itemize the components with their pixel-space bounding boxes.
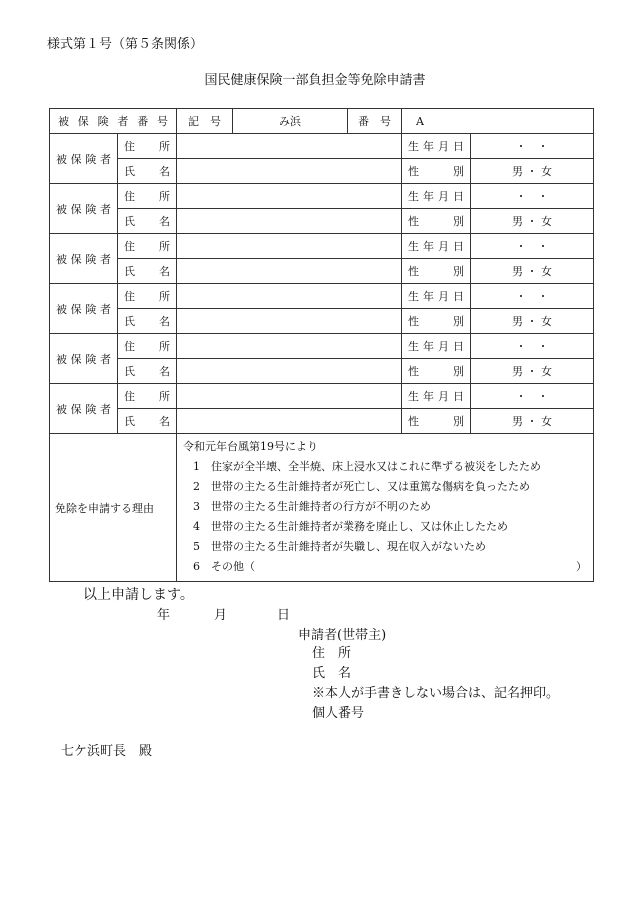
insured-label-cell [50, 184, 118, 234]
address-field[interactable] [177, 384, 402, 409]
date-day: 日 [277, 608, 291, 623]
bango-value[interactable]: A [402, 109, 594, 134]
sex-label: 性 別 [408, 415, 464, 428]
insured-label-cell [50, 284, 118, 334]
address-label-cell [118, 184, 177, 209]
insured-address-row [50, 284, 594, 309]
insured-name-row [50, 159, 594, 184]
insured-address-row [50, 334, 594, 359]
reason-item[interactable]: 5 世帯の主たる生計維持者が失職し、現在収入がないため [193, 540, 486, 553]
reason-item[interactable]: 3 世帯の主たる生計維持者の行方が不明のため [193, 500, 431, 513]
address-label: 住 所 [124, 340, 170, 353]
insured-label: 被保険者 [56, 402, 111, 416]
address-field[interactable] [177, 134, 402, 159]
reason-other[interactable] [193, 557, 587, 577]
sex-label: 性 別 [408, 365, 464, 378]
name-label: 氏 名 [124, 315, 170, 328]
address-field[interactable] [177, 334, 402, 359]
name-field[interactable] [177, 359, 402, 384]
form-number: 様式第１号（第５条関係） [47, 37, 204, 52]
date-year: 年 [157, 608, 171, 623]
birth-label: 生年月日 [408, 190, 464, 203]
insured-name-row [50, 409, 594, 434]
reason-row [50, 434, 594, 582]
reason-item[interactable]: 1 住家が全半壊、全半焼、床上浸水又はこれに準ずる被災をしたため [193, 460, 541, 473]
insured-name-row [50, 359, 594, 384]
insurance-number-label: 被保険者番号 [58, 115, 168, 128]
insured-label-cell [50, 334, 118, 384]
insured-label: 被保険者 [56, 302, 111, 316]
insured-name-row [50, 259, 594, 284]
name-label: 氏 名 [124, 265, 170, 278]
sex-value[interactable]: 男 ・ 女 [471, 309, 594, 334]
sex-value[interactable]: 男 ・ 女 [471, 409, 594, 434]
birth-label-cell [402, 234, 471, 259]
name-field[interactable] [177, 159, 402, 184]
name-field[interactable] [177, 209, 402, 234]
reason-list [177, 434, 594, 582]
reason-other-open: 6 その他（ [193, 560, 255, 573]
name-field[interactable] [177, 309, 402, 334]
birth-label-cell [402, 334, 471, 359]
birth-value[interactable]: ・ ・ [471, 384, 594, 409]
birth-label-cell [402, 384, 471, 409]
date-month: 月 [214, 608, 228, 623]
bango-label: 番 号 [348, 109, 402, 134]
addressee: 七ケ浜町長 殿 [61, 744, 153, 759]
insured-name-row [50, 309, 594, 334]
birth-label: 生年月日 [408, 240, 464, 253]
insured-name-row [50, 209, 594, 234]
insured-address-row [50, 184, 594, 209]
sex-label-cell [402, 259, 471, 284]
birth-label-cell [402, 134, 471, 159]
application-date [157, 604, 290, 623]
birth-label: 生年月日 [408, 390, 464, 403]
address-label: 住 所 [124, 140, 170, 153]
insured-address-row [50, 234, 594, 259]
document-title: 国民健康保険一部負担金等免除申請書 [204, 73, 426, 88]
sex-label-cell [402, 309, 471, 334]
insured-label: 被保険者 [56, 152, 111, 166]
applicant-address-label: 住 所 [312, 646, 352, 661]
name-field[interactable] [177, 259, 402, 284]
sex-value[interactable]: 男 ・ 女 [471, 209, 594, 234]
name-label: 氏 名 [124, 365, 170, 378]
kigo-label: 記 号 [177, 109, 233, 134]
name-label-cell [118, 159, 177, 184]
birth-label: 生年月日 [408, 140, 464, 153]
address-label-cell [118, 284, 177, 309]
birth-value[interactable]: ・ ・ [471, 184, 594, 209]
handwriting-note: ※本人が手書きしない場合は、記名押印。 [312, 686, 560, 701]
address-label-cell [118, 134, 177, 159]
name-label: 氏 名 [124, 215, 170, 228]
sex-label: 性 別 [408, 165, 464, 178]
name-label: 氏 名 [124, 165, 170, 178]
applicant-name-label: 氏 名 [312, 666, 352, 681]
apply-statement: 以上申請します。 [83, 587, 194, 603]
my-number-label: 個人番号 [312, 706, 365, 721]
reason-item[interactable]: 4 世帯の主たる生計維持者が業務を廃止し、又は休止したため [193, 520, 508, 533]
sex-label-cell [402, 159, 471, 184]
name-field[interactable] [177, 409, 402, 434]
reason-item[interactable]: 2 世帯の主たる生計維持者が死亡し、又は重篤な傷病を負ったため [193, 480, 530, 493]
reason-other-close: ） [576, 560, 588, 573]
name-label-cell [118, 359, 177, 384]
sex-label-cell [402, 359, 471, 384]
address-label-cell [118, 384, 177, 409]
birth-value[interactable]: ・ ・ [471, 234, 594, 259]
insurance-number-label-cell [50, 109, 177, 134]
birth-label-cell [402, 184, 471, 209]
address-label-cell [118, 234, 177, 259]
sex-value[interactable]: 男 ・ 女 [471, 359, 594, 384]
birth-value[interactable]: ・ ・ [471, 334, 594, 359]
address-label: 住 所 [124, 240, 170, 253]
sex-value[interactable]: 男 ・ 女 [471, 159, 594, 184]
name-label-cell [118, 309, 177, 334]
address-field[interactable] [177, 234, 402, 259]
address-label-cell [118, 334, 177, 359]
birth-value[interactable]: ・ ・ [471, 284, 594, 309]
reason-intro: 令和元年台風第19号により [183, 440, 318, 453]
address-field[interactable] [177, 184, 402, 209]
birth-label-cell [402, 284, 471, 309]
insured-label-cell [50, 234, 118, 284]
applicant-label: 申請者(世帯主) [298, 628, 387, 643]
address-field[interactable] [177, 284, 402, 309]
address-label: 住 所 [124, 290, 170, 303]
insured-address-row [50, 134, 594, 159]
insurance-number-row [50, 109, 594, 134]
name-label-cell [118, 259, 177, 284]
insured-label: 被保険者 [56, 252, 111, 266]
insured-label: 被保険者 [56, 202, 111, 216]
sex-label: 性 別 [408, 265, 464, 278]
name-label-cell [118, 209, 177, 234]
name-label-cell [118, 409, 177, 434]
reason-label: 免除を申請する理由 [50, 434, 177, 582]
name-label: 氏 名 [124, 415, 170, 428]
insured-address-row [50, 384, 594, 409]
address-label: 住 所 [124, 390, 170, 403]
kigo-value[interactable]: み浜 [233, 109, 348, 134]
application-table [49, 108, 594, 582]
sex-label: 性 別 [408, 215, 464, 228]
sex-label-cell [402, 409, 471, 434]
birth-label: 生年月日 [408, 290, 464, 303]
insured-label: 被保険者 [56, 352, 111, 366]
sex-value[interactable]: 男 ・ 女 [471, 259, 594, 284]
sex-label: 性 別 [408, 315, 464, 328]
sex-label-cell [402, 209, 471, 234]
birth-label: 生年月日 [408, 340, 464, 353]
address-label: 住 所 [124, 190, 170, 203]
insured-label-cell [50, 384, 118, 434]
insured-label-cell [50, 134, 118, 184]
birth-value[interactable]: ・ ・ [471, 134, 594, 159]
